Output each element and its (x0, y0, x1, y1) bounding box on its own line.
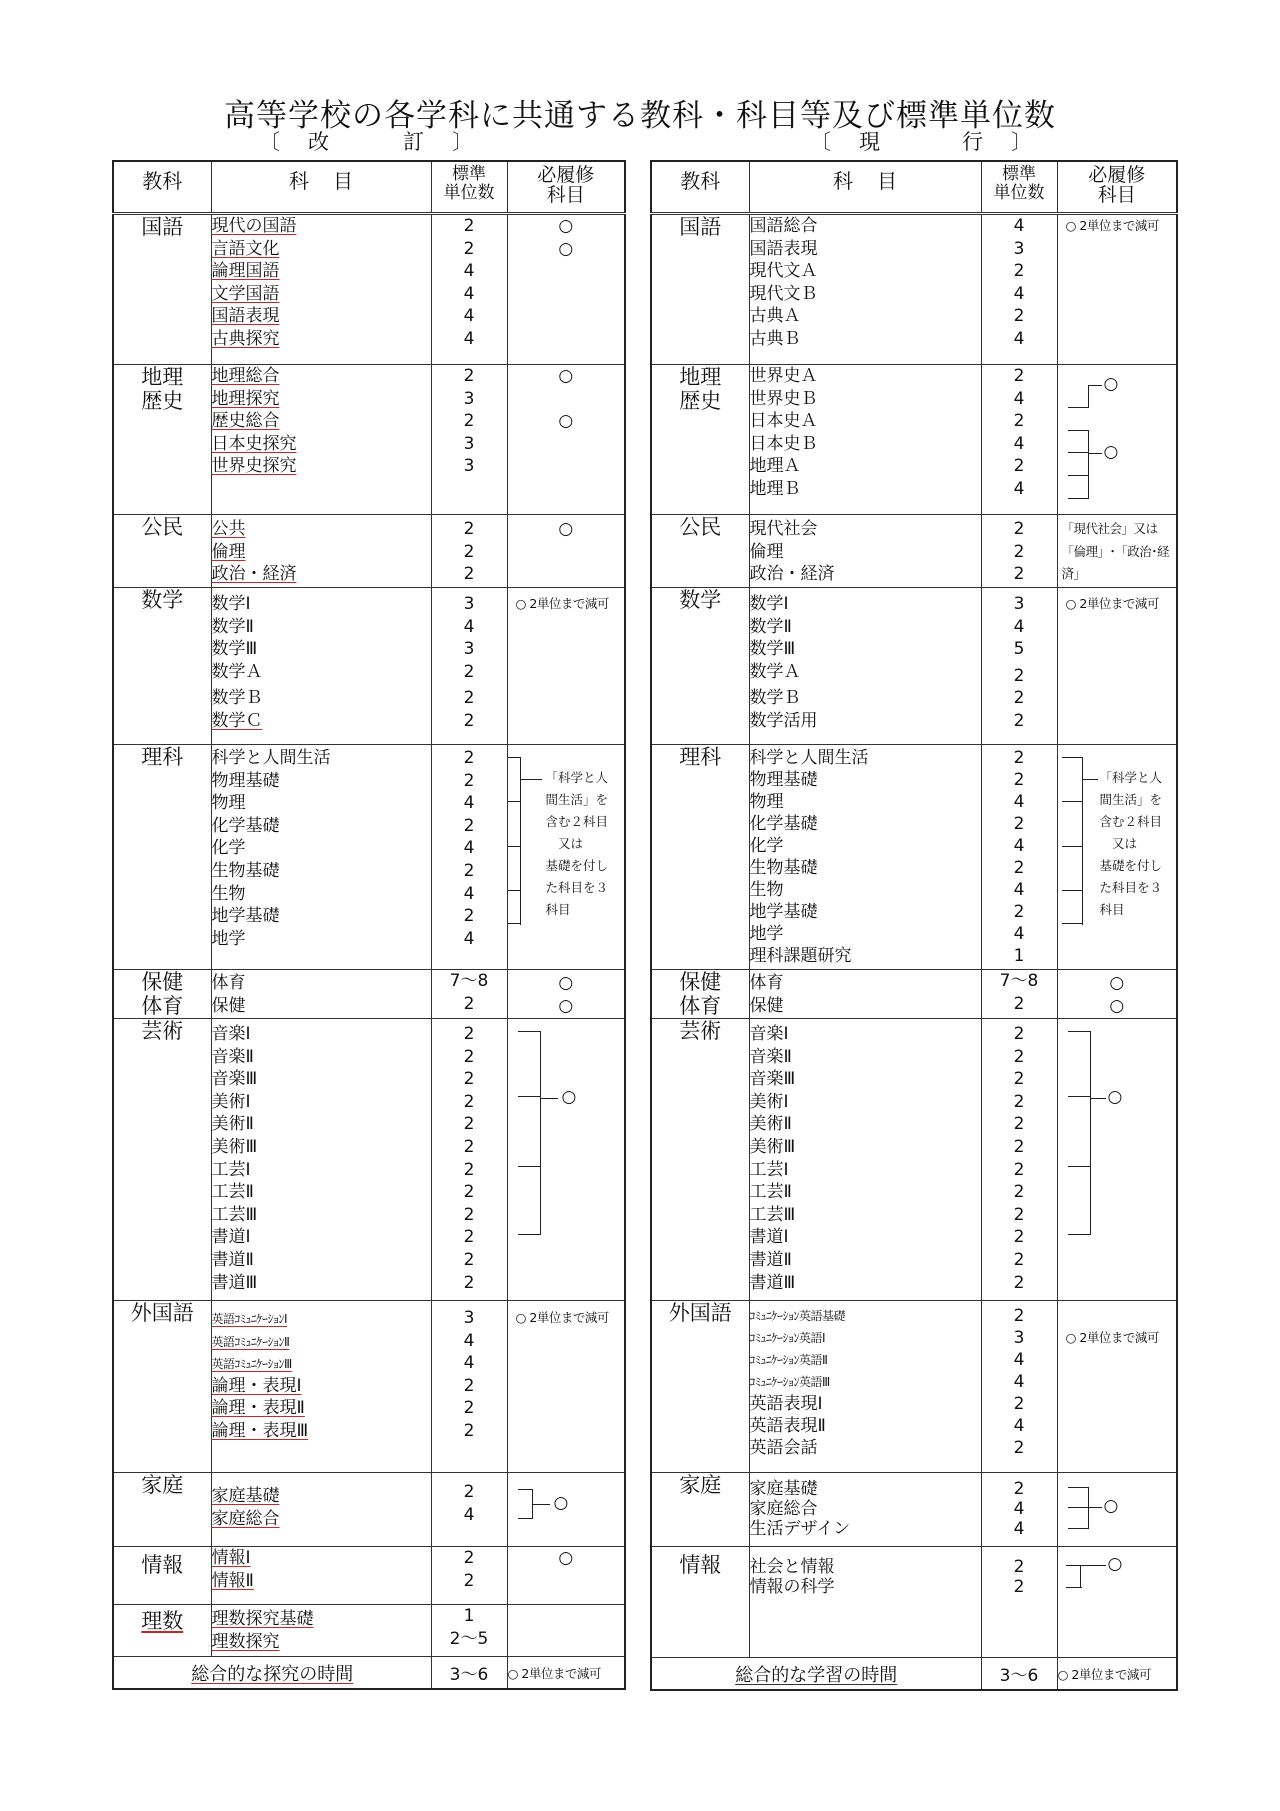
required-bracket: ○ ○ (1057, 365, 1177, 515)
subject-list: 科学と人間生活 物理基礎 物理 化学基礎 化学 生物基礎 生物 地学基礎 地学 (211, 745, 431, 970)
subject-list: 公共 倫理 政治・経済 (211, 515, 431, 588)
required-bracket (1057, 745, 1177, 970)
units-list: 2 4 2 4 2 4 (981, 365, 1057, 515)
required-bracket: ○ (1057, 1547, 1177, 1658)
group-row-kokugo (113, 214, 625, 365)
units-list: 2 3 2 3 3 (431, 365, 507, 515)
subject-list: 国語総合 国語表現 現代文Ａ 現代文Ｂ 古典Ａ 古典Ｂ (749, 214, 981, 365)
integrated-study-units: 3～6 (431, 1657, 507, 1690)
units-list: 2 2 (431, 1547, 507, 1605)
units-list: 2 2 (981, 1547, 1057, 1658)
header-subject-area: 教科 (651, 161, 749, 214)
group-row-rika (651, 745, 1177, 970)
area-label: 公民 (651, 515, 749, 588)
area-label: 情報 (113, 1547, 211, 1605)
group-row-risu (113, 1605, 625, 1657)
header-subject-area: 教科 (113, 161, 211, 214)
group-row-sugaku (113, 588, 625, 745)
header-subject: 科目 (749, 161, 981, 214)
group-row-chirirekishi (113, 365, 625, 515)
units-list: 2 2 4 2 4 2 4 2 4 (431, 745, 507, 970)
area-label: 理科 (113, 745, 211, 970)
revised-curriculum-table (112, 160, 626, 1690)
area-label: 芸術 (113, 1019, 211, 1301)
group-row-rika (113, 745, 625, 970)
units-list: 3 4 3 2 2 2 (431, 588, 507, 745)
subject-list: 地理総合 地理探究 歴史総合 日本史探究 世界史探究 (211, 365, 431, 515)
subject-list: 現代社会 倫理 政治・経済 (749, 515, 981, 588)
group-row-joho (651, 1547, 1177, 1658)
required-list (507, 1605, 625, 1657)
subject-list: 世界史Ａ 世界史Ｂ 日本史Ａ 日本史Ｂ 地理Ａ 地理Ｂ (749, 365, 981, 515)
group-row-komin (651, 515, 1177, 588)
subject-list: 体育 保健 (749, 970, 981, 1019)
subject-list: ｺﾐｭﾆｹｰｼｮﾝ英語基礎 ｺﾐｭﾆｹｰｼｮﾝ英語Ⅰ ｺﾐｭﾆｹｰｼｮﾝ英語Ⅱ ｺﾐｭﾆｹｰｼｮﾝ英語Ⅲ 英語表現Ⅰ 英語表現Ⅱ 英語会話 (749, 1301, 981, 1473)
table-header-row (113, 161, 625, 214)
required-bracket: ○ (507, 1019, 625, 1301)
subject-list: 現代の国語 言語文化 論理国語 文学国語 国語表現 古典探究 (211, 214, 431, 365)
subject-list: 英語ｺﾐｭﾆｹｰｼｮﾝⅠ 英語ｺﾐｭﾆｹｰｼｮﾝⅡ 英語ｺﾐｭﾆｹｰｼｮﾝⅢ 論理・表現Ⅰ 論理・表現Ⅱ 論理・表現Ⅲ (211, 1301, 431, 1473)
subject-list: 数学Ⅰ 数学Ⅱ 数学Ⅲ 数学Ａ 数学Ｂ 数学Ｃ (211, 588, 431, 745)
group-row-sugaku (651, 588, 1177, 745)
required-list: ○ (507, 515, 625, 588)
header-standard-units: 標準 単位数 (981, 161, 1057, 214)
group-row-geijutsu (651, 1019, 1177, 1301)
units-list: 3 4 4 2 2 2 (431, 1301, 507, 1473)
required-bracket (507, 745, 625, 970)
required-bracket: ○ (1057, 1019, 1177, 1301)
group-row-katei (651, 1473, 1177, 1547)
header-required: 必履修 科目 (1057, 161, 1177, 214)
required-list: ○ ○ (507, 214, 625, 365)
group-row-joho (113, 1547, 625, 1605)
area-label: 外国語 (651, 1301, 749, 1473)
area-label: 地理 歴史 (113, 365, 211, 515)
area-label: 数学 (651, 588, 749, 745)
area-label: 情報 (651, 1547, 749, 1658)
table-header-row (651, 161, 1177, 214)
area-label: 国語 (651, 214, 749, 365)
subject-list: 家庭基礎 家庭総合 (211, 1473, 431, 1547)
units-list: 1 2～5 (431, 1605, 507, 1657)
group-row-komin (113, 515, 625, 588)
required-list: ○ 2単位まで減可 (507, 588, 625, 745)
area-label: 理科 (651, 745, 749, 970)
units-list: 2 2 2 (431, 515, 507, 588)
area-label: 芸術 (651, 1019, 749, 1301)
required-list: ○ ○ (507, 970, 625, 1019)
current-heading: 〔 現 行 〕 (810, 130, 1032, 154)
document-title: 高等学校の各学科に共通する教科・科目等及び標準単位数 (224, 98, 1056, 134)
area-label: 外国語 (113, 1301, 211, 1473)
area-label: 家庭 (651, 1473, 749, 1547)
units-list: 3 4 5 2 2 2 (981, 588, 1057, 745)
group-row-gaikokugo (651, 1301, 1177, 1473)
subject-list: 音楽Ⅰ 音楽Ⅱ 音楽Ⅲ 美術Ⅰ 美術Ⅱ 美術Ⅲ 工芸Ⅰ 工芸Ⅱ 工芸Ⅲ 書道Ⅰ 書道Ⅱ 書道Ⅲ (749, 1019, 981, 1301)
units-list: 7～8 2 (431, 970, 507, 1019)
group-row-geijutsu (113, 1019, 625, 1301)
units-list: 7～8 2 (981, 970, 1057, 1019)
area-label: 理数 (113, 1605, 211, 1657)
integrated-study-label: 総合的な探究の時間 (113, 1657, 431, 1690)
subject-list: 情報Ⅰ 情報Ⅱ (211, 1547, 431, 1605)
required-list: ○ 2単位まで減可 (507, 1301, 625, 1473)
header-standard-units: 標準 単位数 (431, 161, 507, 214)
subject-list: 音楽Ⅰ 音楽Ⅱ 音楽Ⅲ 美術Ⅰ 美術Ⅱ 美術Ⅲ 工芸Ⅰ 工芸Ⅱ 工芸Ⅲ 書道Ⅰ 書道Ⅱ 書道Ⅲ (211, 1019, 431, 1301)
area-label: 地理 歴史 (651, 365, 749, 515)
required-list: ○ 2単位まで減可 (1057, 1301, 1177, 1473)
total-row (651, 1658, 1177, 1691)
science-requirement-note: 「科学と人 間生活」を 含む２科目 又は 基礎を付し た科目を３ 科目 (545, 770, 609, 917)
integrated-study-required: ○ 2単位まで減可 (1057, 1658, 1177, 1691)
units-list: 2 2 4 4 4 4 (431, 214, 507, 365)
area-label: 公民 (113, 515, 211, 588)
required-list: ○ ○ (507, 365, 625, 515)
header-subject: 科目 (211, 161, 431, 214)
area-label: 国語 (113, 214, 211, 365)
required-list: ○ (507, 1547, 625, 1605)
units-list: 2 3 4 4 2 4 2 (981, 1301, 1057, 1473)
required-bracket: ○ (507, 1473, 625, 1547)
required-list: ○ ○ (1057, 970, 1177, 1019)
area-label: 数学 (113, 588, 211, 745)
revised-heading: 〔 改 訂 〕 (259, 130, 473, 154)
science-requirement-note: 「科学と人 間生活」を 含む２科目 又は 基礎を付し た科目を３ 科目 (1099, 770, 1163, 917)
integrated-study-label: 総合的な学習の時間 (651, 1658, 981, 1691)
required-bracket: ○ (1057, 1473, 1177, 1547)
area-label: 保健 体育 (113, 970, 211, 1019)
header-required: 必履修 科目 (507, 161, 625, 214)
units-list: 2 4 4 (981, 1473, 1057, 1547)
current-curriculum-table (650, 160, 1178, 1691)
units-list: 2 2 2 2 2 2 2 2 2 2 2 2 (431, 1019, 507, 1301)
group-row-hokentaiiku (113, 970, 625, 1019)
area-label: 保健 体育 (651, 970, 749, 1019)
subject-list: 社会と情報 情報の科学 (749, 1547, 981, 1658)
group-row-chirirekishi (651, 365, 1177, 515)
units-list: 2 2 2 2 2 2 2 2 2 2 2 2 (981, 1019, 1057, 1301)
subject-list: 家庭基礎 家庭総合 生活デザイン (749, 1473, 981, 1547)
required-list: 「現代社会」又は 「倫理」･「政治･経 済」 (1057, 515, 1177, 588)
subject-list: 数学Ⅰ 数学Ⅱ 数学Ⅲ 数学Ａ 数学Ｂ 数学活用 (749, 588, 981, 745)
group-row-hokentaiiku (651, 970, 1177, 1019)
total-row (113, 1657, 625, 1690)
required-list: ○ 2単位まで減可 (1057, 588, 1177, 745)
subject-list: 理数探究基礎 理数探究 (211, 1605, 431, 1657)
group-row-gaikokugo (113, 1301, 625, 1473)
group-row-kokugo (651, 214, 1177, 365)
units-list: 4 3 2 4 2 4 (981, 214, 1057, 365)
units-list: 2 2 2 (981, 515, 1057, 588)
integrated-study-units: 3～6 (981, 1658, 1057, 1691)
units-list: 2 2 4 2 4 2 4 2 4 1 (981, 745, 1057, 970)
units-list: 2 4 (431, 1473, 507, 1547)
required-list: ○ 2単位まで減可 (1057, 214, 1177, 365)
area-label: 家庭 (113, 1473, 211, 1547)
group-row-katei (113, 1473, 625, 1547)
subject-list: 科学と人間生活 物理基礎 物理 化学基礎 化学 生物基礎 生物 地学基礎 地学 理科課題研究 (749, 745, 981, 970)
subject-list: 体育 保健 (211, 970, 431, 1019)
integrated-study-required: ○ 2単位まで減可 (507, 1657, 625, 1690)
